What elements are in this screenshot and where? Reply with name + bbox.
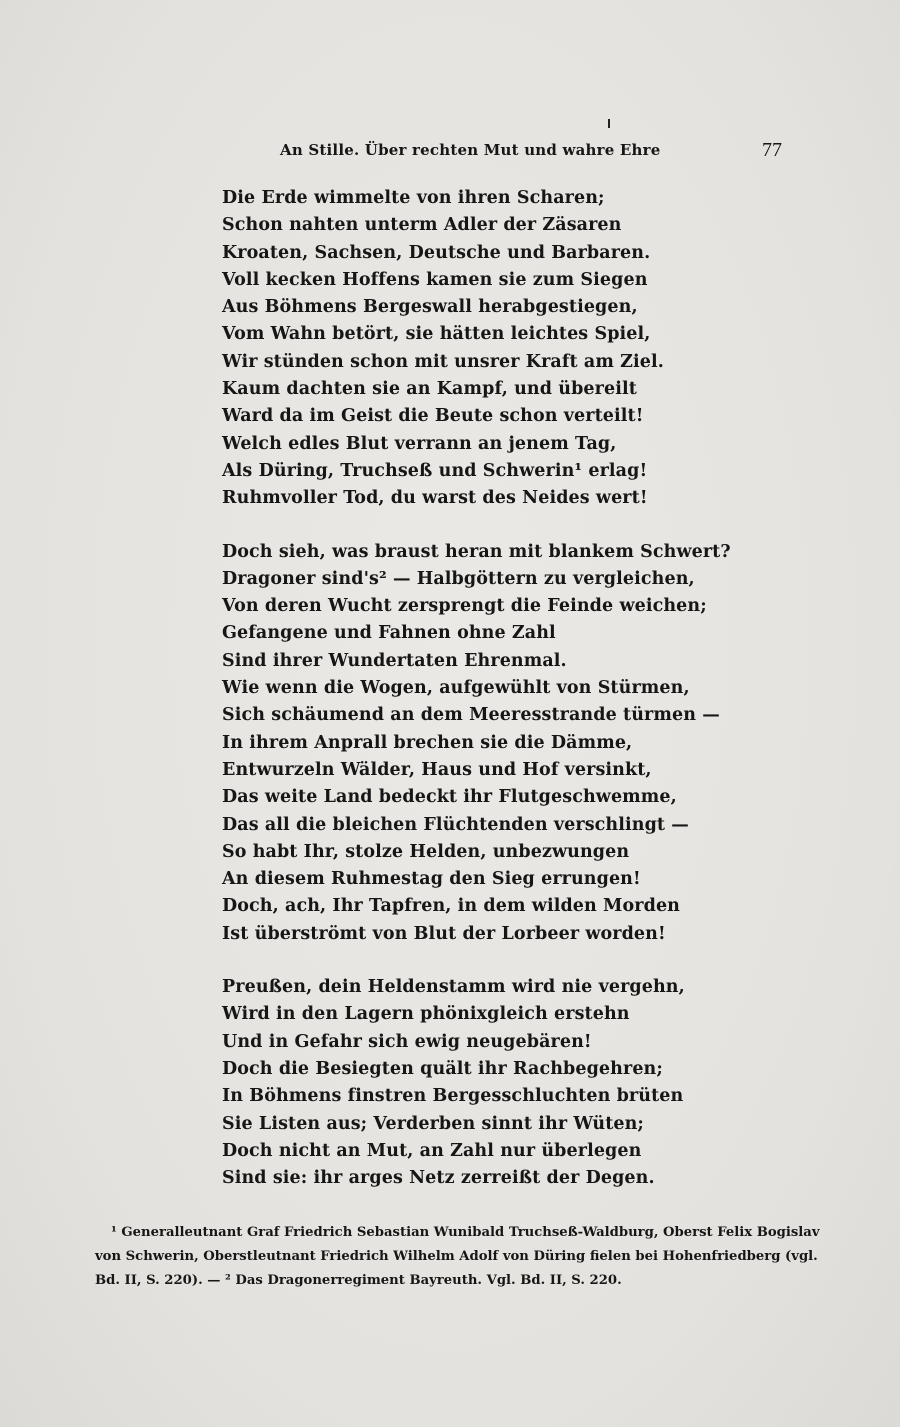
page-number: 77 xyxy=(762,139,782,161)
footnotes xyxy=(95,1221,820,1293)
stanza-1 xyxy=(222,185,702,513)
footnote-line: ¹ Generalleutnant Graf Friedrich Sebastian Wunibald Truchseß-Waldburg, Oberst Felix Bogislav xyxy=(111,1225,820,1240)
poem-line: Als Düring, Truchseß und Schwerin¹ erlag! xyxy=(222,460,648,481)
poem-line: Sich schäumend an dem Meeresstrande türmen — xyxy=(222,705,720,726)
poem-line: In Böhmens finstren Bergesschluchten brüten xyxy=(222,1086,684,1107)
poem-line: Wird in den Lagern phönixgleich erstehn xyxy=(222,1004,630,1025)
poem-line: Das weite Land bedeckt ihr Flutgeschwemme, xyxy=(222,787,677,808)
poem-line: Kaum dachten sie an Kampf, und übereilt xyxy=(222,379,637,400)
stanza-2 xyxy=(222,539,731,948)
poem-line: Gefangene und Fahnen ohne Zahl xyxy=(222,623,556,644)
footnote-line: von Schwerin, Oberstleutnant Friedrich Wilhelm Adolf von Düring fielen bei Hohenfriedberg (vgl. xyxy=(95,1249,818,1264)
running-head xyxy=(0,141,900,163)
poem-line: Ruhmvoller Tod, du warst des Neides wert! xyxy=(222,488,648,509)
poem-line: Das all die bleichen Flüchtenden verschlingt — xyxy=(222,814,689,835)
poem-line: Ward da im Geist die Beute schon verteilt! xyxy=(222,406,644,427)
poem-line: Wie wenn die Wogen, aufgewühlt von Stürmen, xyxy=(222,678,690,699)
poem-line: Doch sieh, was braust heran mit blankem Schwert? xyxy=(222,541,731,562)
running-title: An Stille. Über rechten Mut und wahre Ehre xyxy=(280,141,661,159)
poem-line: Sind ihrer Wundertaten Ehrenmal. xyxy=(222,650,567,671)
poem-line: Wir stünden schon mit unsrer Kraft am Ziel. xyxy=(222,351,664,372)
poem-line: An diesem Ruhmestag den Sieg errungen! xyxy=(222,869,641,890)
stanza-3 xyxy=(222,974,702,1192)
printer-mark xyxy=(608,119,610,128)
poem-line: Entwurzeln Wälder, Haus und Hof versinkt, xyxy=(222,759,652,780)
poem-line: Vom Wahn betört, sie hätten leichtes Spiel, xyxy=(222,324,651,345)
poem-line: Welch edles Blut verrann an jenem Tag, xyxy=(222,433,617,454)
poem-line: Kroaten, Sachsen, Deutsche und Barbaren. xyxy=(222,242,651,263)
poem-line: Doch die Besiegten quält ihr Rachbegehren; xyxy=(222,1058,663,1079)
poem-line: Aus Böhmens Bergeswall herabgestiegen, xyxy=(222,297,638,318)
poem-line: Doch nicht an Mut, an Zahl nur überlegen xyxy=(222,1140,642,1161)
poem-line: Die Erde wimmelte von ihren Scharen; xyxy=(222,188,605,208)
poem-line: Sie Listen aus; Verderben sinnt ihr Wüten; xyxy=(222,1113,644,1134)
footnote-line: Bd. II, S. 220). — ² Das Dragonerregiment Bayreuth. Vgl. Bd. II, S. 220. xyxy=(95,1273,622,1288)
poem-body xyxy=(222,185,731,1192)
poem-line: In ihrem Anprall brechen sie die Dämme, xyxy=(222,732,633,753)
poem-line: Und in Gefahr sich ewig neugebären! xyxy=(222,1031,592,1052)
poem-line: Ist überströmt von Blut der Lorbeer worden! xyxy=(222,923,666,944)
poem-line: Schon nahten unterm Adler der Zäsaren xyxy=(222,215,622,236)
poem-line: Doch, ach, Ihr Tapfren, in dem wilden Morden xyxy=(222,896,680,917)
poem-line: So habt Ihr, stolze Helden, unbezwungen xyxy=(222,841,630,862)
poem-line: Sind sie: ihr arges Netz zerreißt der Degen. xyxy=(222,1168,655,1189)
poem-line: Von deren Wucht zersprengt die Feinde weichen; xyxy=(222,596,707,617)
poem-line: Voll kecken Hoffens kamen sie zum Siegen xyxy=(222,269,648,290)
poem-line: Dragoner sind's² — Halbgöttern zu vergleichen, xyxy=(222,568,695,589)
poem-line: Preußen, dein Heldenstamm wird nie vergehn, xyxy=(222,977,685,998)
